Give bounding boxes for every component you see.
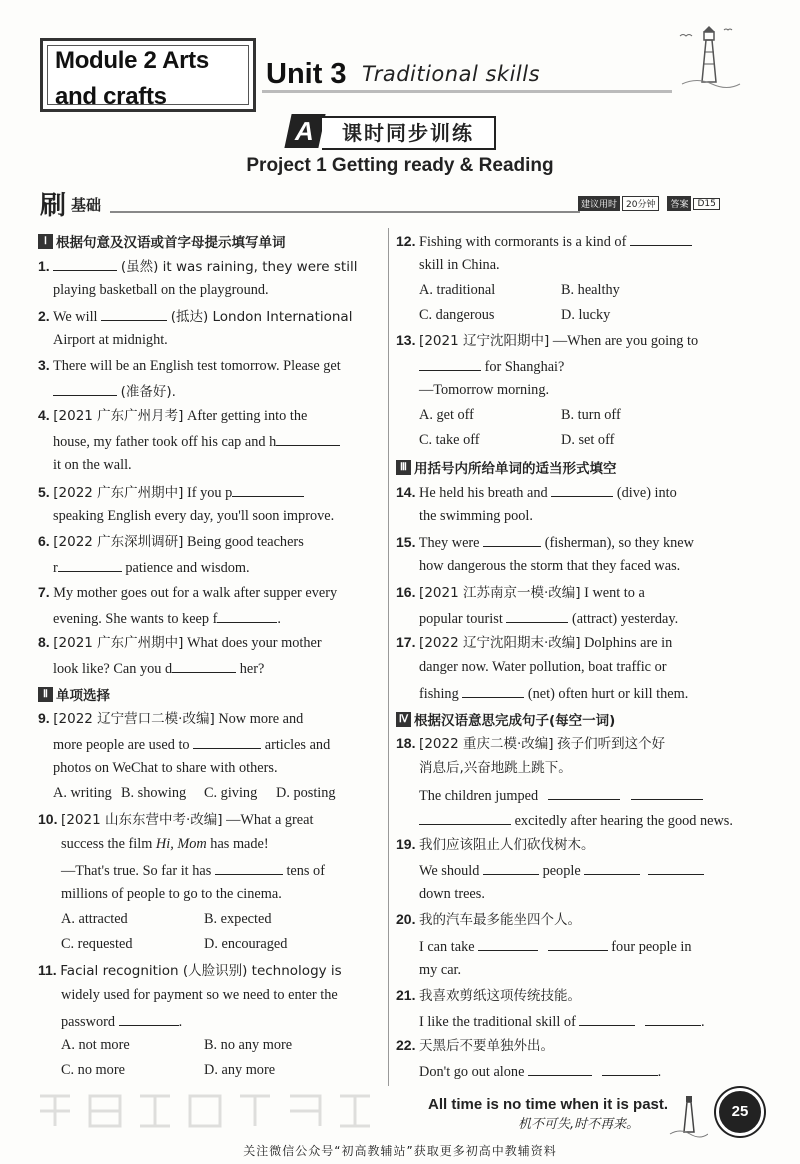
q18-line4: excitedly after hearing the good news. [419, 810, 733, 830]
q21-line2: I like the traditional skill of . [419, 1011, 705, 1031]
q11-option-c[interactable]: C. no more [61, 1062, 125, 1078]
q20-line3: my car. [419, 962, 462, 978]
q10-line1: 10. [2021 山东东营中考·改编] —What a great [38, 811, 314, 828]
q18-blank-3[interactable] [419, 810, 511, 825]
q5-line2: speaking English every day, you'll soon improve. [53, 508, 335, 524]
answer-value: D15 [693, 198, 719, 210]
q17-line3: fishing (net) often hurt or kill them. [419, 683, 688, 703]
q4-line2: house, my father took off his cap and h [53, 431, 340, 451]
q18-line2: 消息后,兴奋地跳上跳下。 [419, 760, 572, 776]
q16-blank[interactable] [506, 608, 568, 623]
motto-chinese: 机不可失,时不再来。 [518, 1117, 640, 1132]
unit-title: Unit 3 [266, 58, 347, 90]
q10-line3: —That's true. So far it has tens of [61, 860, 325, 880]
q15-line2: how dangerous the storm that they faced was. [419, 558, 681, 574]
q6-blank[interactable] [58, 557, 122, 572]
q6-line1: 6. [2022 广东深圳调研] Being good teachers [38, 533, 304, 550]
header-rule [110, 211, 580, 213]
q19-blank-2[interactable] [584, 860, 640, 875]
q9-line2: more people are used to articles and [53, 734, 330, 754]
q9-blank[interactable] [193, 734, 261, 749]
q12-line1: 12. Fishing with cormorants is a kind of [396, 231, 692, 251]
lighthouse-icon [672, 22, 742, 92]
q19-line1: 19. 我们应该阻止人们砍伐树木。 [396, 836, 595, 853]
q11-line2: widely used for payment so we need to enter the [61, 987, 338, 1003]
page-number: 25 [716, 1088, 764, 1136]
q9-line3: photos on WeChat to share with others. [53, 760, 278, 776]
q22-blank-2[interactable] [602, 1061, 658, 1076]
q11-option-d[interactable]: D. any more [204, 1062, 276, 1078]
section-4-title: 根据汉语意思完成句子(每空一词) [414, 713, 616, 729]
q2-blank[interactable] [101, 306, 167, 321]
q9-option-b[interactable]: B. showing [121, 785, 187, 801]
q22-line1: 22. 天黑后不要单独外出。 [396, 1037, 555, 1054]
section-2-heading [38, 684, 110, 704]
section-3-number: Ⅲ [396, 460, 411, 475]
q2-line1: 2. We will (抵达) London International [38, 308, 353, 325]
module-box [40, 38, 256, 112]
q20-line2: I can take four people in [419, 936, 692, 956]
q9-option-c[interactable]: C. giving [204, 785, 258, 801]
q17-blank[interactable] [462, 683, 524, 698]
section-1-heading [38, 231, 286, 251]
q19-line2: We should people [419, 860, 704, 880]
q18-line3: The children jumped [419, 785, 703, 805]
q10-line4: millions of people to go to the cinema. [61, 886, 282, 902]
q10-option-c[interactable]: C. requested [61, 936, 133, 952]
q11-line3: password . [61, 1011, 182, 1031]
q11-blank[interactable] [119, 1011, 179, 1026]
q10-line2: success the film Hi, Mom has made! [61, 836, 269, 852]
time-value: 20分钟 [622, 196, 659, 211]
q13-option-b[interactable]: B. turn off [561, 407, 621, 423]
q20-line1: 20. 我的汽车最多能坐四个人。 [396, 911, 582, 928]
q8-blank[interactable] [172, 658, 236, 673]
answer-label: 答案 [667, 196, 691, 211]
q18-line1: 18. [2022 重庆二模·改编] 孩子们听到这个好 [396, 735, 666, 752]
q13-blank[interactable] [419, 356, 481, 371]
decorative-pattern [30, 1086, 410, 1136]
section-2-title: 单项选择 [56, 688, 110, 704]
q17-line1: 17. [2022 辽宁沈阳期末·改编] Dolphins are in [396, 634, 673, 651]
q4-line3: it on the wall. [53, 457, 132, 473]
q12-option-a[interactable]: A. traditional [419, 282, 496, 298]
motto-english: All time is no time when it is past. [428, 1096, 669, 1113]
q5-blank[interactable] [232, 482, 304, 497]
section-4-heading [396, 709, 615, 729]
q13-option-d[interactable]: D. set off [561, 432, 615, 448]
section-3-heading [396, 457, 617, 477]
q11-option-a[interactable]: A. not more [61, 1037, 130, 1053]
q20-blank-2[interactable] [548, 936, 608, 951]
q7-blank[interactable] [217, 608, 277, 623]
q12-option-c[interactable]: C. dangerous [419, 307, 495, 323]
q13-option-c[interactable]: C. take off [419, 432, 480, 448]
q10-blank[interactable] [215, 860, 283, 875]
time-label: 建议用时 [578, 196, 620, 211]
q4-blank[interactable] [276, 431, 340, 446]
section-3-title: 用括号内所给单词的适当形式填空 [414, 461, 617, 477]
q10-option-b[interactable]: B. expected [204, 911, 272, 927]
q8-line2: look like? Can you d her? [53, 658, 264, 678]
q9-option-d[interactable]: D. posting [276, 785, 336, 801]
q18-blank-1[interactable] [548, 785, 620, 800]
q15-blank[interactable] [483, 532, 541, 547]
q12-option-b[interactable]: B. healthy [561, 282, 620, 298]
section-2-number: Ⅱ [38, 687, 53, 702]
q10-option-a[interactable]: A. attracted [61, 911, 128, 927]
q7-line1: 7. My mother goes out for a walk after supper every [38, 584, 338, 601]
q21-line1: 21. 我喜欢剪纸这项传统技能。 [396, 987, 582, 1004]
module-title-line1: Module 2 Arts [55, 47, 209, 74]
q21-blank-1[interactable] [579, 1011, 635, 1026]
q15-line1: 15. They were (fisherman), so they knew [396, 534, 694, 551]
q11-option-b[interactable]: B. no any more [204, 1037, 293, 1053]
q1-blank[interactable] [53, 256, 117, 271]
q9-option-a[interactable]: A. writing [53, 785, 112, 801]
q1-line1: 1. (虽然) it was raining, they were still [38, 258, 358, 275]
q12-line2: skill in China. [419, 257, 500, 273]
project-title: Project 1 Getting ready & Reading [246, 155, 554, 176]
q12-option-d[interactable]: D. lucky [561, 307, 611, 323]
footer-note: 关注微信公众号“初高教辅站”获取更多初高中教辅资料 [243, 1144, 557, 1158]
q17-line2: danger now. Water pollution, boat traffic or [419, 659, 667, 675]
q3-blank[interactable] [53, 381, 117, 396]
unit-rule [262, 90, 672, 93]
q14-line2: the swimming pool. [419, 508, 533, 524]
q2-line2: Airport at midnight. [53, 332, 168, 348]
section-4-number: Ⅳ [396, 712, 411, 727]
section-badge: A [284, 114, 325, 148]
q9-line1: 9. [2022 辽宁营口二模·改编] Now more and [38, 710, 304, 727]
q20-blank-1[interactable] [478, 936, 538, 951]
q10-option-d[interactable]: D. encouraged [204, 936, 288, 952]
q21-blank-2[interactable] [645, 1011, 701, 1026]
q4-line1: 4. [2021 广东广州月考] After getting into the [38, 407, 308, 424]
q22-blank-1[interactable] [528, 1061, 592, 1076]
q11-line1: 11. Facial recognition (人脸识别) technology is [38, 962, 342, 979]
q13-line3: —Tomorrow morning. [419, 382, 550, 398]
q16-line2: popular tourist (attract) yesterday. [419, 608, 678, 628]
q18-blank-2[interactable] [631, 785, 703, 800]
q19-blank-1[interactable] [483, 860, 539, 875]
jichu-label: 基础 [71, 196, 102, 214]
q3-line2: (准备好). [53, 381, 176, 401]
q14-line1: 14. He held his breath and (dive) into [396, 484, 677, 501]
small-lighthouse-icon [668, 1088, 708, 1138]
q6-line2: r patience and wisdom. [53, 557, 250, 577]
shua-label: 刷 [40, 191, 67, 221]
q16-line1: 16. [2021 江苏南京一模·改编] I went to a [396, 584, 645, 601]
q22-line2: Don't go out alone . [419, 1061, 661, 1081]
q5-line1: 5. [2022 广东广州期中] If you p [38, 482, 304, 502]
q7-line2: evening. She wants to keep f . [53, 608, 281, 628]
section-label: 课时同步训练 [322, 116, 496, 150]
q13-option-a[interactable]: A. get off [419, 407, 474, 423]
section-1-title: 根据句意及汉语或首字母提示填写单词 [56, 235, 286, 251]
q12-blank[interactable] [630, 231, 692, 246]
q19-blank-3[interactable] [648, 860, 704, 875]
section-banner [280, 114, 502, 148]
q13-line2: for Shanghai? [419, 356, 564, 376]
q13-line1: 13. [2021 辽宁沈阳期中] —When are you going to [396, 332, 699, 349]
q8-line1: 8. [2021 广东广州期中] What does your mother [38, 634, 322, 651]
section-1-number: Ⅰ [38, 234, 53, 249]
q3-line1: 3. There will be an English test tomorrow. Please get [38, 357, 341, 374]
q1-line2: playing basketball on the playground. [53, 282, 269, 298]
module-title-line2: and crafts [55, 83, 167, 110]
q19-line3: down trees. [419, 886, 485, 902]
unit-subtitle: Traditional skills [362, 62, 541, 86]
column-divider [388, 228, 389, 1086]
q14-blank[interactable] [551, 482, 613, 497]
time-answer-tag [578, 196, 720, 211]
